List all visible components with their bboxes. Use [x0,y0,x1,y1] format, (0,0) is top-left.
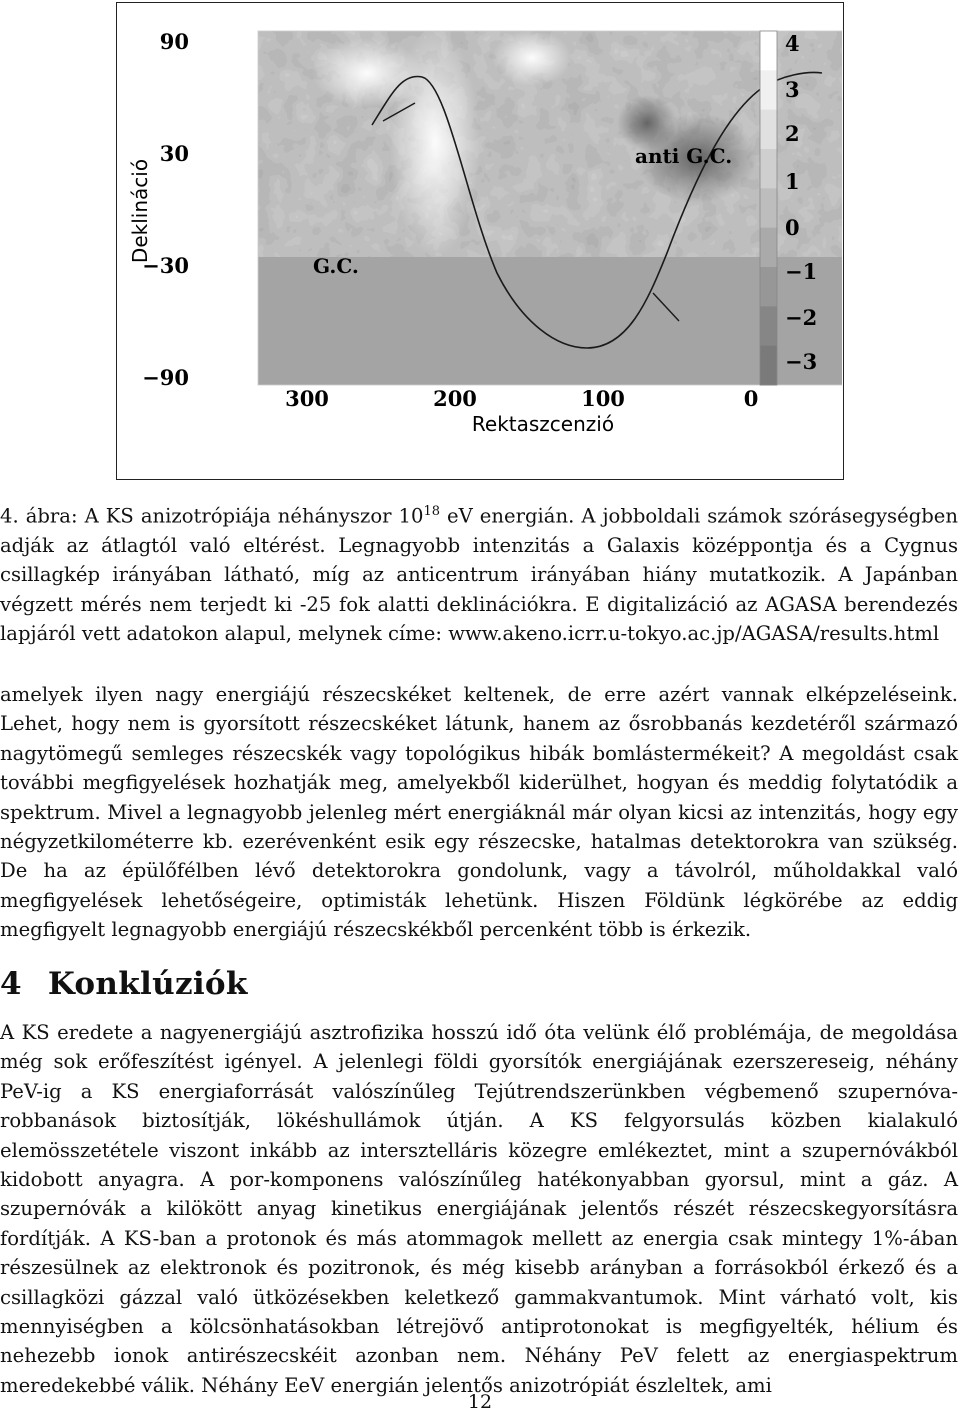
caption-exponent: 18 [423,504,441,519]
colorbar-tick-label: −1 [785,259,818,284]
colorbar-segment [760,306,777,346]
x-axis-label: Rektaszcenzió [471,412,615,436]
caption-text-post: eV energián. A jobboldali számok szórásegységben adják az átlagtól való eltérést. Legnagyobb intenzitás a Galaxis középpontja és a Cygnus csillagkép irányában látható, míg az anticentrum irányában hiány mutatkozik. A Japánban végzett mérés nem terjedt ki -25 fok alatti deklinációkra. E digitalizáció az AGASA berendezés lapjáról vett adatokon alapul, melynek címe: www.akeno.icrr.u-tokyo.ac.jp/AGASA/results.html [0,504,959,646]
x-tick-label: 300 [285,386,329,411]
x-tick-label: 100 [581,386,625,411]
colorbar-segment [760,149,777,189]
colorbar-tick-label: 0 [785,215,800,240]
colorbar-segment [760,110,777,150]
anti-gc-label: anti G.C. [635,144,733,168]
colorbar-tick-label: 3 [785,77,800,102]
colorbar-segment [760,346,777,386]
section-number: 4 [0,966,22,1002]
caption-text-pre: A KS anizotrópiája néhányszor 10 [84,504,424,528]
y-tick-label: −30 [142,253,189,278]
x-tick-label: 0 [743,386,759,411]
y-tick-label: 90 [159,29,189,54]
intensity-heatmap [258,28,842,385]
anisotropy-map-figure [117,3,842,478]
caption-label: 4. ábra: [0,504,78,528]
section-heading [0,966,248,1002]
colorbar [760,31,777,386]
colorbar-tick-label: −3 [785,349,818,374]
body-paragraph: A KS eredete a nagyenergiájú asztrofizika hosszú idő óta velünk élő problémája, de megoldása még sok erőfeszítést igényel. A jelenlegi földi gyorsítók energiájának ezerszereseig, néhány PeV-ig a KS energiaforrását valószínűleg Tejútrendszerünkben végbemenő szupernóva-robbanások biztosítják, lökéshullámok útján. A KS felgyorsulás közben kialakuló elemösszetétele viszont inkább az intersztelláris közegre emlékeztet, mint a szupernóvákból kidobott anyagra. A por-komponens valószínűleg hatékonyabban gyorsul, mint a gáz. A szupernóvák a kilökött anyag kinetikus energiájának jelentős részét részecskegyorsításra fordítják. A KS-ban a protonok és más atommagok mellett az energia csak mintegy 1%-ában részesülnek az elektronok és pozitronok, és még kisebb arányban a forrásokból érkező és a csillagközi gázzal való ütközésekben keletkező gammakvantumok. Mint várható volt, kis mennyiségben a kölcsönhatásokban létrejövő antiprotonokat is megfigyelték, hélium és nehezebb ionok antirészecskéit azonban nem. Néhány PeV felett az energiaspektrum meredekebbé válik. Néhány EeV energián jelentős anizotrópiát észleltek, ami [0,1021,958,1397]
colorbar-segment [760,267,777,307]
page-number: 12 [467,1391,493,1413]
y-tick-label: 30 [159,141,189,166]
colorbar-segment [760,228,777,268]
body-paragraph: amelyek ilyen nagy energiájú részecskéket keltenek, de erre azért vannak elképzeléseink. Lehet, hogy nem is gyorsított részecskéket látunk, hanem az ősrobbanás kezdetéről származó nagytömegű semleges részecskék vagy topológikus hibák bomlástermékeit? A megoldást csak további megfigyelések hozhatják meg, amelyekből kiderülhet, hogyan és meddig folytatódik a spektrum. Mivel a legnagyobb jelenleg mért energiáknál már olyan kicsi az intenzitás, hogy egy négyzetkilométerre kb. ezerévenként esik egy részecske, hatalmas detektorokra van szükség. De ha az épülőfélben lévő detektorokra gondolunk, vagy a távolról, műholdakkal való megfigyelések lehetőségeire, optimisták lehetünk. Hiszen Földünk légkörébe az eddig megfigyelt legnagyobb energiájú részecskékből percenként több is érkezik. [0,683,958,942]
colorbar-segment [760,188,777,228]
y-tick-label: −90 [142,365,189,390]
y-axis-label: Deklináció [128,158,152,264]
gc-label: G.C. [313,254,359,278]
figure-caption [0,497,958,649]
colorbar-tick-label: 2 [785,121,800,146]
colorbar-tick-label: −2 [785,305,818,330]
figure-frame [116,2,844,480]
x-tick-label: 200 [433,386,477,411]
colorbar-tick-label: 1 [785,169,800,194]
colorbar-segment [760,70,777,110]
section-title: Konklúziók [47,966,248,1002]
colorbar-segment [760,31,777,71]
colorbar-tick-label: 4 [785,31,800,56]
